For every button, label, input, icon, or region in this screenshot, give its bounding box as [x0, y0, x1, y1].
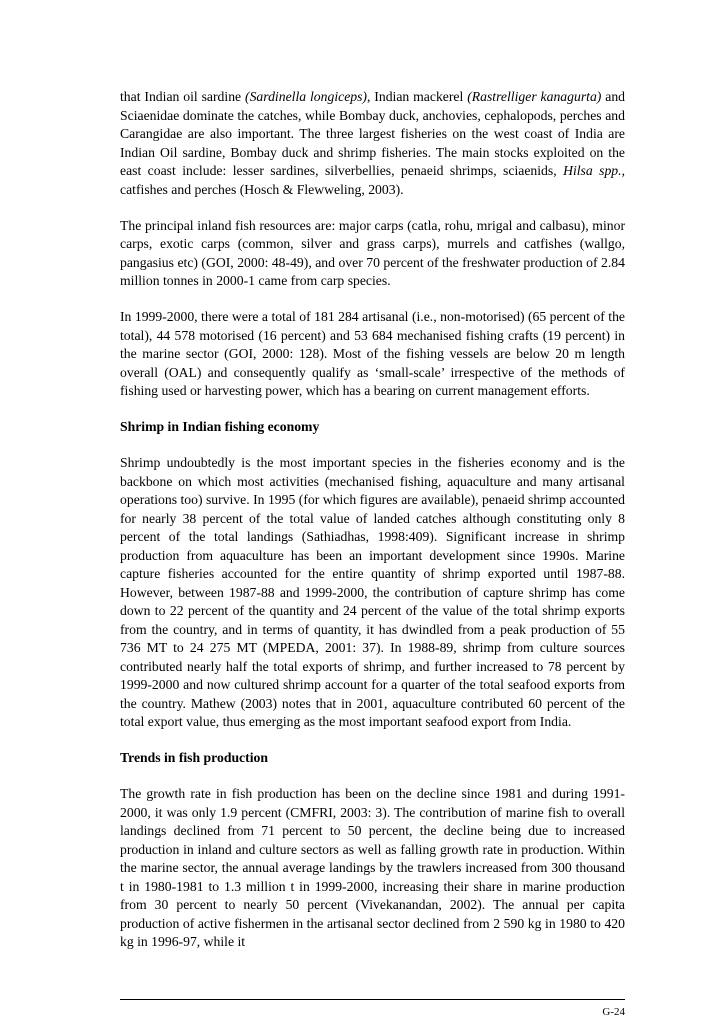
paragraph-text: , catfishes and perches (Hosch & Flewweling, 2003).	[120, 163, 625, 197]
page-number: G-24	[602, 1006, 625, 1018]
section-heading-shrimp: Shrimp in Indian fishing economy	[120, 419, 320, 434]
paragraph-inland-resources: The principal inland fish resources are: major carps (catla, rohu, mrigal and calbasu), minor carps, exotic carps (common, silver and grass carps), murrels and catfishes (wallgo, pangasius etc) (GOI, 2000: 48-49), and over 70 percent of the freshwater production of 2.84 million tonnes in 2000-1 came from carp species.	[120, 217, 625, 288]
paragraph-shrimp-economy: Shrimp undoubtedly is the most important species in the fisheries economy and is the backbone on which most activities (mechanised fishing, aquaculture and many artisanal operations too) survive. In 1995 (for which figures are available), penaeid shrimp accounted for nearly 38 percent of the total value of landed catches although constituting only 8 percent of the total landings (Sathiadhas, 1998:409). Significant increase in shrimp production from aquaculture has been an important development since 1990s. Marine capture fisheries accounted for the entire quantity of shrimp exported until 1987-88. However, between 1987-88 and 1999-2000, the contribution of capture shrimp has come down to 22 percent of the quantity and 24 percent of the value of the total shrimp exports from the country, and in terms of quantity, it has dwindled from a peak production of 55 736 MT to 24 275 MT (MPEDA, 2001: 37). In 1988-89, shrimp from culture sources contributed nearly half the total exports of shrimp, and further increased to 78 percent by 1999-2000 and now cultured shrimp account for a quarter of the total seafood exports from the country. Mathew (2003) notes that in 2001, aquaculture contributed 60 percent of the total export value, thus emerging as the most important seafood export from India.	[120, 455, 625, 729]
section-heading-trends: Trends in fish production	[120, 750, 268, 765]
footer-divider	[120, 999, 625, 1000]
paragraph-text: that Indian oil sardine	[120, 89, 246, 104]
paragraph-text: and Sciaenidae dominate the catches, while Bombay duck, anchovies, cephalopods, perches and Carangidae are also important. The three largest fisheries on the west coast of India are Indian Oil sardine, Bombay duck and shrimp fisheries. The main stocks exploited on the east coast include: lesser sardines, silverbellies, penaeid shrimps, sciaenids,	[120, 89, 626, 178]
document-body	[120, 88, 625, 969]
paragraph-fishing-crafts: In 1999-2000, there were a total of 181 284 artisanal (i.e., non-motorised) (65 percent of the total), 44 578 motorised (16 percent) and 53 684 mechanised fishing crafts (19 percent) in the marine sector (GOI, 2000: 128). Most of the fishing vessels are below 20 m length overall (OAL) and consequently qualify as ‘small-scale’ irrespective of the methods of fishing used or harvesting power, which has a bearing on current management efforts.	[120, 309, 625, 398]
paragraph-species-catches	[120, 88, 625, 199]
paragraph-text: , Indian mackerel	[367, 89, 468, 104]
species-name: (Rastrelliger kanagurta)	[467, 89, 602, 104]
species-name: (Sardinella longiceps)	[245, 89, 367, 104]
paragraph-production-trends: The growth rate in fish production has been on the decline since 1981 and during 1991-2000, it was only 1.9 percent (CMFRI, 2003: 3). The contribution of marine fish to overall landings declined from 71 percent to 50 percent, the decline being due to increased production in inland and culture sectors as well as falling growth rate in production. Within the marine sector, the annual average landings by the trawlers increased from 300 thousand t in 1980-1981 to 1.3 million t in 1999-2000, increasing their share in marine production from 30 percent to nearly 50 percent (Vivekanandan, 2002). The annual per capita production of active fishermen in the artisanal sector declined from 2 590 kg in 1980 to 420 kg in 1996-97, while it	[120, 786, 625, 949]
species-name: Hilsa spp.	[563, 163, 622, 178]
